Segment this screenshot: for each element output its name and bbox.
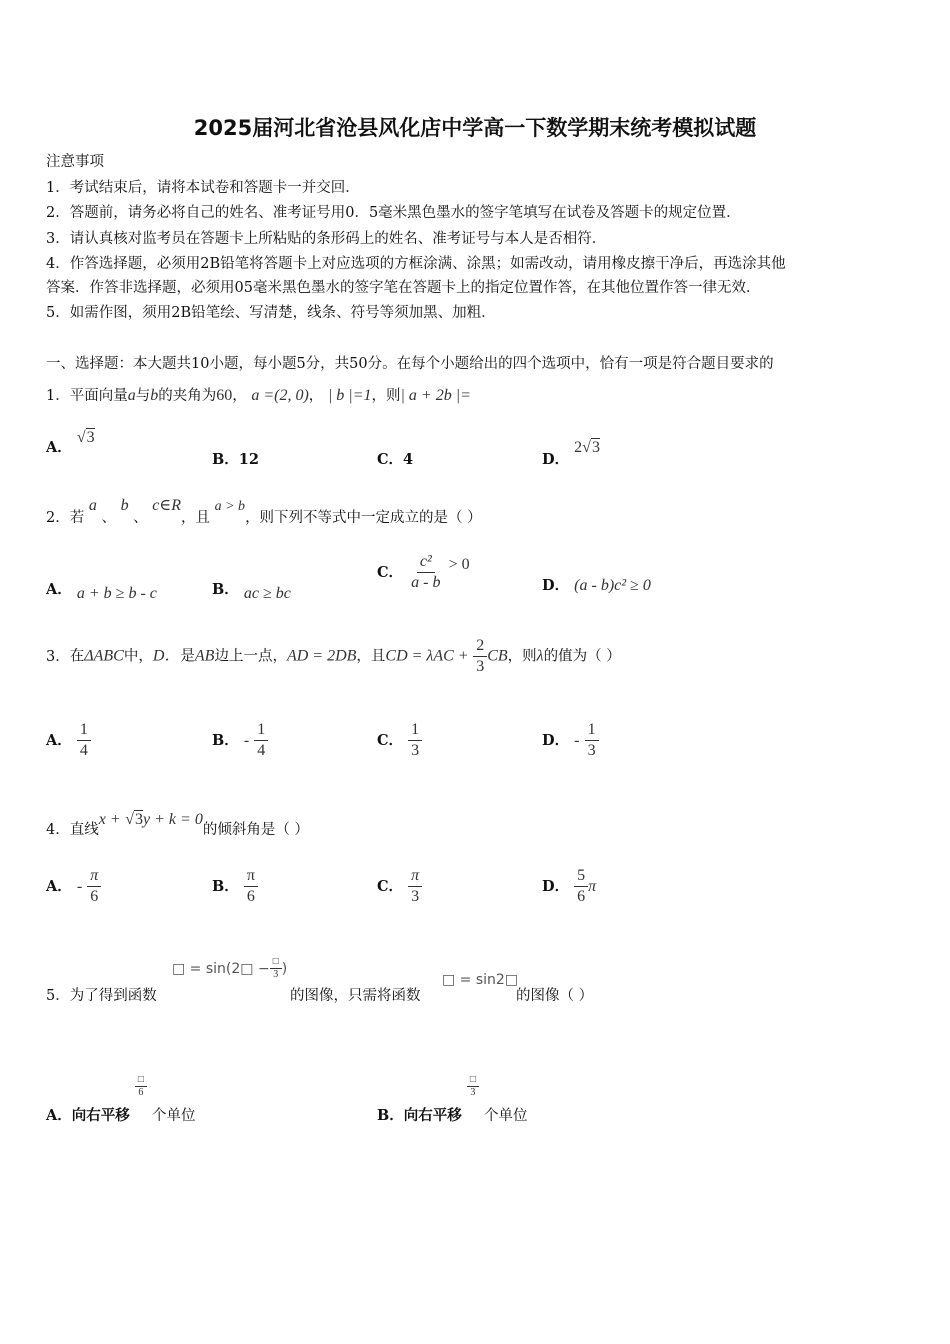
option-label: A． — [46, 581, 72, 598]
option-d[interactable] — [542, 866, 596, 907]
math-term: 60 — [216, 387, 233, 404]
denominator: 6 — [577, 888, 586, 905]
fraction — [408, 552, 443, 593]
question-text: 是 — [180, 648, 195, 665]
denominator: 3 — [411, 888, 420, 905]
math-term: | a + 2b |= — [400, 387, 471, 404]
denominator: 4 — [79, 742, 88, 759]
denominator: 4 — [257, 742, 266, 759]
option-label: B． — [212, 732, 239, 749]
math-term: ac ≥ bc — [243, 585, 291, 602]
sqrt-expr: √3 — [125, 811, 144, 828]
denominator: 6 — [90, 888, 99, 905]
question-5-text — [290, 984, 421, 1005]
option-d[interactable] — [542, 436, 600, 468]
question-text: 、 — [101, 510, 116, 526]
sqrt-expr: 2√3 — [574, 439, 600, 456]
math-term: a > b — [214, 499, 246, 514]
denominator: a - b — [411, 574, 441, 591]
option-label: A． — [46, 439, 72, 456]
option-label: D． — [542, 878, 570, 895]
option-label: A．向右平移 — [46, 1107, 130, 1124]
math-term: AB — [194, 647, 215, 665]
numerator: 5 — [574, 866, 588, 887]
numerator: 1 — [77, 720, 91, 741]
option-a[interactable] — [46, 1074, 196, 1124]
option-c[interactable] — [377, 866, 422, 907]
question-text: 与 — [135, 388, 151, 404]
question-text: ，且 — [181, 510, 210, 526]
sqrt-expr: √3 — [76, 429, 95, 446]
question-text: 为了得到函数 — [69, 988, 157, 1004]
math-sign: - — [574, 732, 580, 749]
notice-item: 5．如需作图，须用2B铅笔绘、写清楚，线条、符号等须加黑、加粗． — [46, 305, 496, 321]
option-a[interactable] — [46, 429, 95, 457]
fraction — [270, 956, 282, 981]
math-term: b — [150, 387, 159, 404]
question-text: 若 — [69, 510, 85, 526]
question-text: 中， — [123, 648, 153, 665]
notice-item: 答案．作答非选择题，必须用05毫米黑色墨水的签字笔在答题卡上的指定位置作答，在其他位置作答一律无效． — [46, 280, 761, 296]
fraction — [244, 866, 258, 907]
option-label: D． — [542, 577, 570, 594]
question-text: 的值为（ ） — [543, 648, 621, 665]
math-term: λ — [536, 647, 544, 665]
sqrt-radicand: 3 — [86, 429, 95, 446]
question-text: ， — [232, 388, 247, 404]
denominator: 3 — [587, 742, 596, 759]
option-b[interactable] — [212, 866, 258, 907]
option-d[interactable] — [542, 574, 651, 595]
option-a[interactable] — [46, 578, 157, 602]
fraction — [574, 866, 588, 907]
question-number: 4． — [46, 822, 70, 838]
math-term: c∈R — [152, 497, 181, 514]
fraction — [585, 720, 599, 761]
option-d[interactable] — [542, 720, 599, 761]
math-term: ΔABC — [84, 647, 124, 665]
option-label: B． — [212, 878, 239, 895]
math-term: CB — [487, 647, 508, 665]
fraction — [473, 636, 487, 677]
math-term: π — [588, 878, 597, 895]
notice-item: 4．作答选择题，必须用2B铅笔将答题卡上对应选项的方框涂满、涂黑；如需改动，请用橡皮擦干净后，再选涂其他 — [46, 256, 786, 272]
question-text: 的倾斜角是（ ） — [202, 822, 309, 838]
numerator: 1 — [585, 720, 599, 741]
question-text: ，则 — [507, 648, 537, 665]
function-image: □ = sin2□ — [442, 972, 519, 988]
option-b[interactable] — [212, 578, 291, 602]
numerator: c² — [417, 552, 435, 573]
option-c[interactable] — [377, 720, 422, 761]
option-b[interactable]: B．12 — [212, 451, 259, 468]
denominator: 3 — [476, 658, 485, 675]
fraction — [135, 1074, 147, 1099]
numerator: 2 — [473, 636, 487, 657]
question-5-tail: 的图像（ ） — [516, 988, 594, 1004]
option-label: C． — [377, 732, 404, 749]
option-label: D． — [542, 451, 570, 468]
question-text: 的图像，只需将函数 — [290, 988, 421, 1004]
question-text: 、 — [133, 510, 148, 526]
question-text: ，且 — [356, 648, 386, 665]
numerator: 1 — [254, 720, 268, 741]
question-text: 直线 — [69, 822, 99, 838]
math-sign: - — [243, 732, 250, 749]
option-c[interactable]: C．4 — [377, 451, 414, 468]
numerator: π — [244, 866, 258, 887]
option-label: C． — [377, 564, 404, 581]
fraction — [87, 866, 101, 907]
math-term: AD = 2DB — [286, 647, 357, 665]
numerator: □ — [467, 1074, 479, 1087]
question-text: ，则 — [371, 388, 401, 404]
question-text: ， — [308, 388, 324, 404]
question-text: 平面向量 — [69, 388, 128, 404]
question-text: 的夹角为 — [158, 388, 217, 404]
question-text: 在 — [69, 648, 85, 665]
question-number: 1． — [46, 388, 70, 404]
option-label: B． — [212, 581, 239, 598]
question-1 — [46, 384, 471, 405]
option-tail: 个单位 — [151, 1108, 196, 1124]
math-term: □ = sin(2□ − — [172, 961, 270, 977]
math-term: > 0 — [448, 556, 470, 573]
denominator: 6 — [246, 888, 255, 905]
notice-item: 3．请认真核对监考员在答题卡上所粘贴的条形码上的姓名、准考证号与本人是否相符． — [46, 231, 607, 247]
question-4 — [46, 808, 309, 838]
coef: 2 — [574, 439, 583, 456]
math-term: a + b ≥ b - c — [76, 585, 157, 602]
math-sign: - — [76, 878, 83, 895]
denominator: 3 — [470, 1087, 476, 1098]
option-label: A． — [46, 878, 72, 895]
option-tail: 个单位 — [484, 1108, 528, 1124]
math-term: a — [88, 497, 97, 514]
notice-item: 2．答题前，请务必将自己的姓名、准考证号用0．5毫米黑色墨水的签字笔填写在试卷及答题卡的规定位置． — [46, 205, 741, 221]
function-image — [172, 956, 287, 981]
option-c[interactable] — [377, 552, 470, 593]
option-label: D． — [542, 732, 570, 749]
fraction — [408, 866, 422, 907]
sqrt-radicand: 3 — [591, 439, 600, 456]
numerator: π — [87, 866, 101, 887]
option-label: B．向右平移 — [377, 1107, 462, 1124]
fraction — [254, 720, 268, 761]
math-term: CD = λAC + — [385, 647, 469, 665]
numerator: π — [408, 866, 422, 887]
math-term: a — [127, 387, 136, 404]
option-b[interactable] — [212, 720, 268, 761]
math-term: x + — [98, 811, 121, 828]
question-number: 2． — [46, 510, 70, 526]
option-a[interactable] — [46, 720, 91, 761]
question-text: 边上一点， — [214, 648, 287, 665]
math-term: D． — [152, 647, 181, 665]
math-term: | b |=1 — [327, 387, 372, 404]
denominator: 3 — [273, 969, 279, 980]
numerator: □ — [135, 1074, 147, 1087]
notice-heading: 注意事项 — [46, 154, 104, 170]
section-heading: 一、选择题：本大题共10小题，每小题5分，共50分。在每个小题给出的四个选项中，恰有一项是符合题目要求的 — [46, 356, 774, 372]
question-2 — [46, 494, 482, 526]
fraction — [408, 720, 422, 761]
math-term: y + k = 0 — [143, 811, 203, 828]
page-title: 2025届河北省沧县风化店中学高一下数学期末统考模拟试题 — [193, 116, 757, 140]
notice-item: 1．考试结束后，请将本试卷和答题卡一并交回． — [46, 180, 360, 196]
question-number: 3． — [46, 648, 70, 665]
option-b[interactable] — [377, 1074, 528, 1124]
math-term: b — [120, 497, 129, 514]
option-label: A． — [46, 732, 72, 749]
math-term: ) — [281, 961, 288, 977]
denominator: 6 — [138, 1087, 144, 1098]
option-label: C． — [377, 878, 404, 895]
fraction — [77, 720, 91, 761]
sqrt-radicand: 3 — [135, 811, 144, 828]
math-term: (a - b)c² ≥ 0 — [574, 577, 651, 594]
denominator: 3 — [411, 742, 420, 759]
question-number: 5． — [46, 988, 70, 1004]
question-3 — [46, 636, 621, 677]
fraction — [467, 1074, 479, 1099]
math-term: a =(2, 0) — [251, 387, 309, 404]
numerator: 1 — [408, 720, 422, 741]
question-5-lead — [46, 984, 157, 1005]
option-a[interactable] — [46, 866, 101, 907]
numerator: □ — [270, 956, 282, 969]
question-text: ，则下列不等式中一定成立的是（ ） — [245, 510, 482, 526]
